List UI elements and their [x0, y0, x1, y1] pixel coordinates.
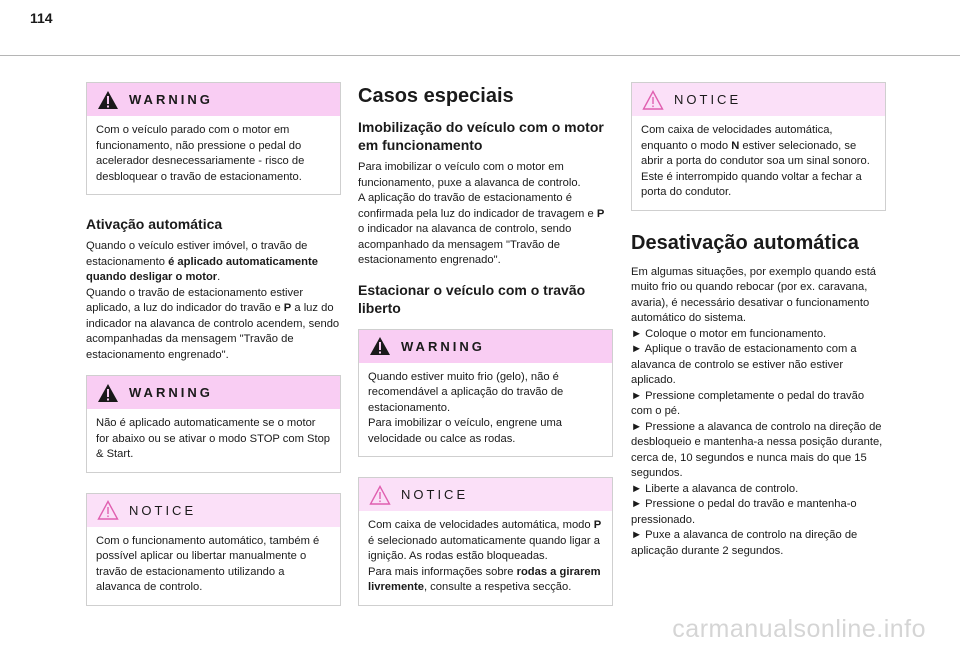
page-number: 114 — [30, 10, 53, 26]
warning-box-1 — [86, 82, 341, 195]
text-run: Com caixa de velocidades automática, enquanto o modo — [641, 124, 833, 152]
text-run: é selecionado automaticamente quando ligar a ignição. As rodas estão bloqueadas. — [368, 534, 600, 562]
step-item: ► Puxe a alavanca de controlo na direção de aplicação durante 2 segundos. — [631, 529, 858, 557]
notice-header — [632, 83, 885, 116]
text-bold: P — [593, 519, 602, 531]
notice-text — [632, 116, 885, 210]
auto-activation-text — [86, 239, 341, 363]
step-item: ► Aplique o travão de estacionamento com a alavanca de controlo se estiver não estiver aplicado. — [631, 343, 857, 386]
warning-text: Com o veículo parado com o motor em funcionamento, não pressione o pedal do acelerador desnecessariamente - risco de desbloquear o travão de estacionamento. — [96, 124, 305, 183]
notice-title: NOTICE — [401, 487, 469, 502]
text-run: Para imobilizar o veículo com o motor em funcionamento, puxe a alavanca de controlo. — [358, 161, 581, 189]
warning-header — [359, 330, 612, 363]
notice-box-2 — [358, 477, 613, 606]
warning-header — [87, 83, 340, 116]
text-bold: rodas a girarem livremente — [368, 565, 601, 593]
text-bold: P — [596, 207, 605, 220]
warning-icon — [97, 383, 119, 403]
watermark: carmanualsonline.info — [672, 615, 926, 643]
warning-icon — [97, 90, 119, 110]
warning-text: Não é aplicado automaticamente se o motor for abaixo ou se ativar o modo STOP com Stop & Start. — [96, 417, 331, 460]
warning-title: WARNING — [129, 385, 213, 400]
notice-icon — [642, 90, 664, 110]
step-item: ► Pressione completamente o pedal do travão com o pé. — [631, 389, 865, 417]
warning-box-2 — [86, 375, 341, 473]
immobilization-text — [358, 160, 613, 269]
deactivation-title: Desativação automática — [631, 231, 859, 254]
special-cases-title: Casos especiais — [358, 85, 514, 107]
warning-box-3 — [358, 329, 613, 458]
column-1 — [86, 82, 341, 626]
text-bold: é aplicado automaticamente quando desligar o motor — [86, 255, 318, 283]
text-run: . — [217, 271, 221, 283]
notice-icon — [369, 485, 391, 505]
immobilization-heading: Imobilização do veículo com o motor em funcionamento — [358, 119, 604, 153]
text-run: a luz do indicador na alavanca de controlo acendem, sendo acompanhadas da mensagem "Travão de estacionamento engrenado". — [86, 302, 340, 361]
text-run: Quando estiver muito frio (gelo), não é recomendável a aplicação do travão de estacionamento. — [368, 370, 564, 414]
notice-box-3 — [631, 82, 886, 211]
notice-text: Com o funcionamento automático, também é possível aplicar ou libertar manualmente o travão de estacionamento utilizando a alavanca de controlo. — [96, 534, 320, 593]
notice-icon — [97, 500, 119, 520]
text-run: o indicador na alavanca de controlo, sendo acompanhado da mensagem "Travão de estacionamento engrenado". — [358, 223, 572, 266]
deactivation-intro: Em algumas situações, por exemplo quando está muito frio ou quando rebocar (por ex. caravana, avaria), é necessário desativar o funcionamento automático do sistema. — [631, 265, 877, 324]
column-3 — [631, 82, 886, 571]
text-run: A aplicação do travão de estacionamento é confirmada pela luz do indicador de travagem e — [358, 192, 597, 220]
header-divider — [0, 55, 960, 56]
warning-title: WARNING — [401, 338, 485, 354]
text-run: estiver selecionado, se abrir a porta do condutor soa um sinal sonoro. Este é interrompido quando voltar a fechar a porta do condutor. — [641, 139, 870, 198]
notice-title: NOTICE — [129, 502, 197, 518]
notice-header — [87, 494, 340, 527]
notice-text — [359, 511, 612, 605]
text-run: Para mais informações sobre — [368, 565, 517, 578]
notice-header — [359, 478, 612, 511]
step-item: ► Liberte a alavanca de controlo. — [631, 482, 799, 495]
text-bold: P — [283, 302, 292, 314]
park-released-heading: Estacionar o veículo com o travão liberto — [358, 281, 586, 316]
text-bold: N — [731, 139, 740, 152]
auto-activation-heading: Ativação automática — [86, 216, 223, 232]
step-item: ► Pressione a alavanca de controlo na direção de desbloqueio e mantenha-a nessa posição durante, cerca de, 10 segundos e nunca mais do que 15 segundos. — [631, 420, 883, 479]
warning-title: WARNING — [129, 92, 213, 107]
column-2 — [358, 82, 613, 626]
text-run: Para imobilizar o veículo, engrene uma velocidade ou calce as rodas. — [368, 417, 563, 445]
step-item: ► Coloque o motor em funcionamento. — [631, 327, 827, 340]
text-run: Com caixa de velocidades automática, modo — [368, 519, 594, 531]
text-run: Quando o travão de estacionamento estiver aplicado, a luz do indicador do travão e — [86, 286, 304, 314]
notice-title: NOTICE — [674, 92, 742, 107]
text-run: , consulte a respetiva secção. — [423, 581, 572, 593]
deactivation-steps — [631, 327, 886, 560]
notice-box-1 — [86, 493, 341, 606]
warning-header — [87, 376, 340, 409]
warning-text — [359, 363, 612, 457]
text-run: Quando o veículo estiver imóvel, o travão de estacionamento — [86, 240, 308, 268]
step-item: ► Pressione o pedal do travão e mantenha-o pressionado. — [631, 498, 857, 526]
warning-icon — [369, 336, 391, 356]
